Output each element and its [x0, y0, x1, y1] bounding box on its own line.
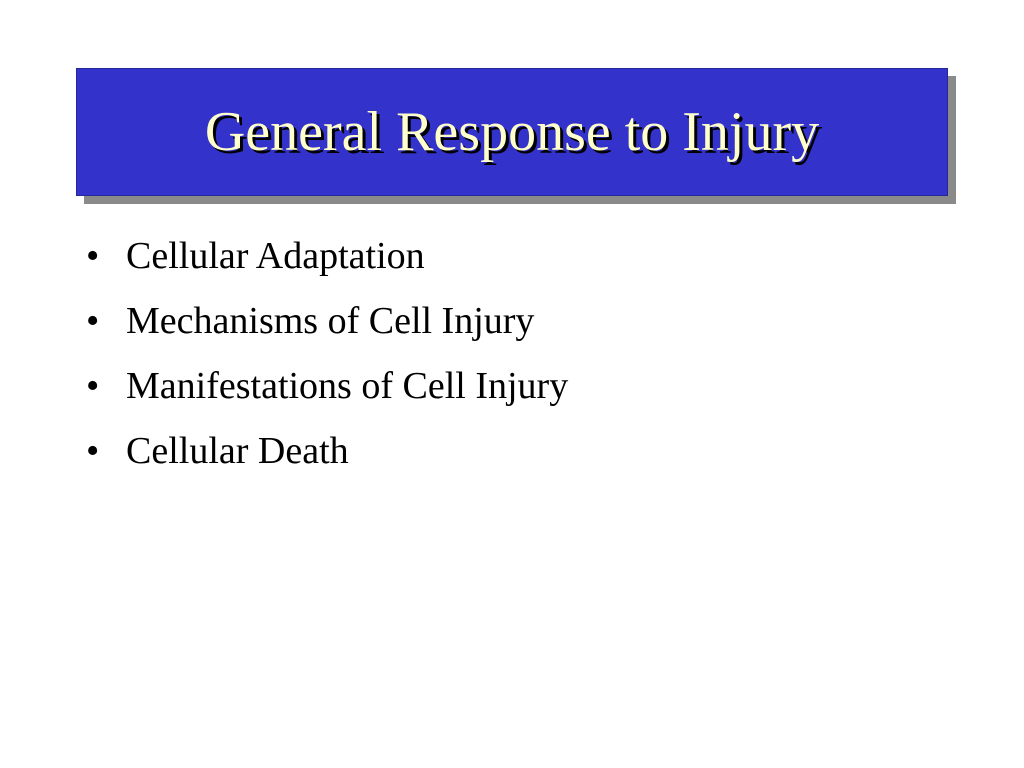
- bullet-icon: •: [86, 430, 100, 472]
- bullet-item-manifestations: [86, 364, 568, 429]
- bullet-text: Cellular Death: [126, 430, 349, 472]
- bullet-text: Cellular Adaptation: [126, 235, 425, 277]
- bullet-item-cellular-adaptation: [86, 234, 568, 299]
- bullet-text: Manifestations of Cell Injury: [126, 365, 569, 407]
- bullet-text: Mechanisms of Cell Injury: [126, 300, 535, 342]
- bullet-icon: •: [86, 235, 100, 277]
- title-box: [76, 68, 948, 196]
- bullet-icon: •: [86, 300, 100, 342]
- slide-title: General Response to Injury: [204, 101, 820, 163]
- bullet-list: [86, 234, 568, 494]
- bullet-icon: •: [86, 365, 100, 407]
- bullet-item-mechanisms: [86, 299, 568, 364]
- bullet-item-cellular-death: [86, 429, 568, 494]
